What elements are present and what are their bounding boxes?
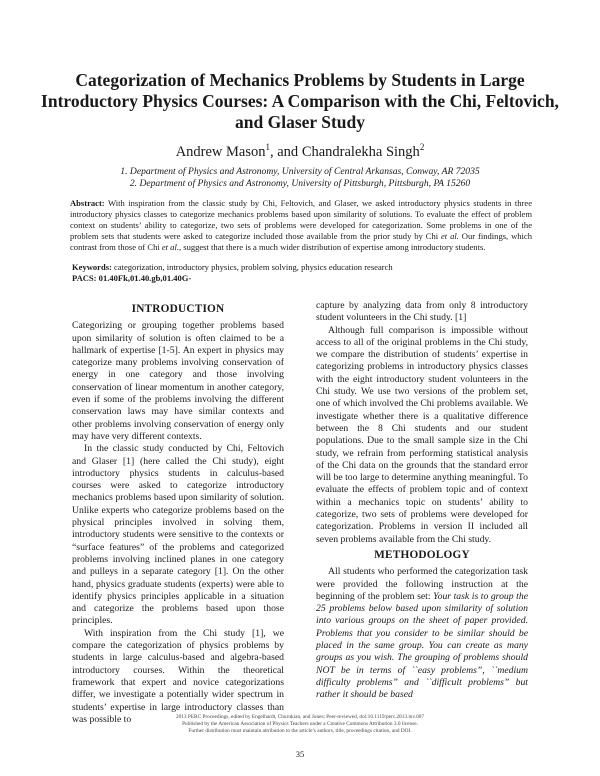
author-name-1: Andrew Mason: [175, 143, 266, 160]
author-affil-mark-2: 2: [419, 142, 425, 152]
intro-paragraph-2: In the classic study conducted by Chi, Feltovich and Glaser [1] (here called the Chi study), eight introductory physics students in calculus-based courses were asked to categorize introductory mechanics problems based upon similarity of solution. Unlike experts who categorize problems based on the physical principles involved in solving them, introductory students were sensitive to the contexts or “surface features” of the problems and categorized problems involving inclined planes in one category and pulleys in a separate category [1]. On the other hand, physics graduate students (experts) were able to identify physics principles applicable in a situation and categorize the problems based upon those principles.: [72, 443, 284, 627]
pacs-codes: PACS: 01.40Fk,01.40.gb,01.40G-: [72, 273, 192, 283]
abstract-text-b: Our findings, which contrast from those of Chi: [70, 231, 532, 253]
task-instruction-quote: Your task is to group the 25 problems below based upon similarity of solution into various groups on the sheet of paper provided. Problems that you consider to be similar should be placed in the same group. You can create as many groups as you wish. The grouping of problems should NOT be in terms of ``easy problems”, ``medium difficulty problems” and ``difficult problems” but rather it should be based: [316, 590, 528, 701]
footer-line-2: Published by the American Association of Physics Teachers under a Creative Commons Attribution 3.0 license.: [182, 721, 418, 728]
author-line: [40, 138, 560, 161]
keywords: [72, 262, 532, 273]
keywords-text: categorization, introductory physics, problem solving, physics education research: [111, 262, 393, 272]
intro-paragraph-4: Although full comparison is impossible without access to all of the original problems in the Chi study, we compare the distribution of students’ expertise in categorizing problems in introductory physics classes with the eight introductory student volunteers in the Chi study. We use two versions of the problem set, one of which involved the Chi problems available. We investigate whether there is a qualitative difference between the 8 Chi students and our student populations. Due to the small sample size in the Chi study, we refrain from performing statistical analysis of the Chi data on the grounds that the standard error will be too large to determine anything meaningful. To evaluate the effects of problem topic and of context within a mechanics topic on students’ ability to categorize, two sets of problems were developed for categorization. Problems in version II included all seven problems available from the Chi study.: [316, 324, 528, 545]
affiliation-1: 1. Department of Physics and Astronomy, University of Central Arkansas, Conway, AR 72035: [120, 166, 480, 177]
author-connector: , and: [270, 143, 302, 160]
page-number: 35: [295, 749, 305, 759]
abstract: [70, 198, 532, 253]
abstract-text-c: , suggest that there is a much wider distribution of expertise among introductory students.: [178, 242, 486, 253]
left-column: [72, 300, 284, 726]
intro-paragraph-3-cont: capture by analyzing data from only 8 introductory student volunteers in the Chi study. [1]: [316, 300, 528, 324]
abstract-etal-2: et al.: [161, 242, 179, 253]
abstract-text-a: With inspiration from the classic study by Chi, Feltovich, and Glaser, we asked introductory physics students in three introductory physics classes to categorize mechanics problems based upon similarity of solutions. To evaluate the effect of problem context on students’ ability to categorize, two sets of problems were developed for categorization. Some problems in one of the problem sets that students were asked to categorize included those available from the prior study by Chi: [70, 198, 532, 242]
method-paragraph-1: [316, 566, 528, 701]
method-paragraph-1-lead: All students who performed the categorization task were provided the following instruction at the beginning of the problem set:: [316, 566, 528, 602]
abstract-etal-1: et al.: [441, 231, 459, 242]
section-heading-methodology: METHODOLOGY: [374, 548, 470, 561]
keywords-label: Keywords:: [72, 262, 112, 272]
affiliation-2: 2. Department of Physics and Astronomy, University of Pittsburgh, Pittsburgh, PA 15260: [129, 178, 471, 189]
author-name-2: Chandralekha Singh: [301, 143, 420, 160]
abstract-label: Abstract:: [70, 198, 105, 208]
footer-line-1: 2013 PERC Proceedings, edited by Engelhardt, Churukian, and Jones; Peer-reviewed, doi:10.1119/perc.2013.inv.007: [175, 714, 425, 720]
paper-title: Categorization of Mechanics Problems by Students in Large Introductory Physics Courses: A Comparison with the Chi, Feltovich, and Glaser Study: [41, 70, 559, 132]
footer-line-3: Further distribution must maintain attribution to the article’s authors, title, proceedings citation, and DOI.: [188, 728, 412, 735]
right-column: [316, 300, 528, 702]
author-affil-mark-1: 1: [265, 142, 270, 152]
section-heading-introduction: INTRODUCTION: [131, 303, 225, 315]
intro-paragraph-1: Categorizing or grouping together problems based upon similarity of solution is often claimed to be a hallmark of expertise [1-5]. An expert in physics may categorize many problems involving conservation of energy in one category and those involving conservation of linear momentum in another category, even if some of the problems involving the different conservation laws may have similar contexts and other problems involving conservation of energy only may have very different contexts.: [72, 320, 284, 442]
proceedings-footer: [72, 714, 528, 736]
intro-paragraph-3: With inspiration from the Chi study [1], we compare the categorization of physics problems by students in large calculus-based and algebra-based introductory courses. Within the theoretical framework that expert and novice categorizations differ, we investigate a potentially wider spectrum in students’ expertise in large introductory classes than was possible to: [72, 627, 284, 725]
